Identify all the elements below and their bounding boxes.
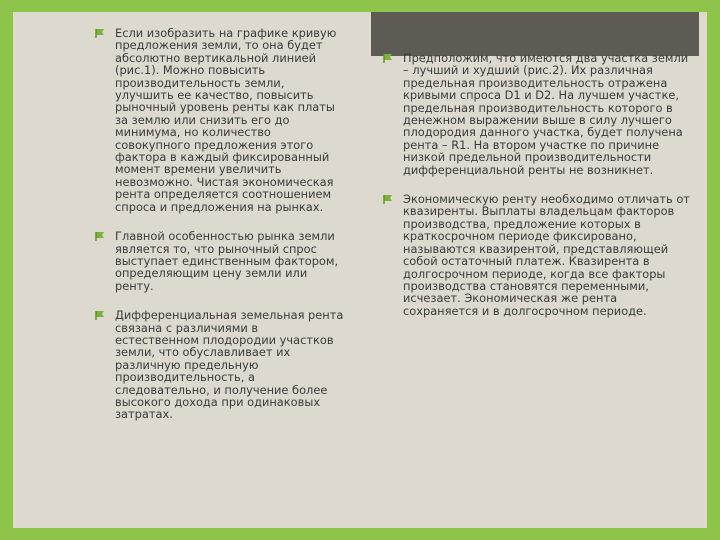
right-column — [383, 52, 693, 334]
bullet-text: Если изобразить на графике кривую предложения земли, то она будет абсолютно вертикальной линией (рис.1). Можно повысить производительность земли, улучшить ее качество, повысить рыночный уровень ренты как платы за землю или снизить его до минимума, но количество совокупного предложения этого фактора в каждый фиксированный момент времени увеличить невозможно. Чистая экономическая рента определяется соотношением спроса и предложения на рынках. — [115, 26, 337, 214]
header-bar — [371, 12, 699, 56]
bullet-text: Экономическую ренту необходимо отличать от квазиренты. Выплаты владельцам факторов производства, предложение которых в краткосрочном периоде фиксировано, называются квазирентой, представляющей собой остаточный платеж. Квазирента в долгосрочном периоде, когда все факторы производства становятся переменными, исчезает. Экономическая же рента сохраняется и в долгосрочном периоде. — [403, 192, 690, 318]
bullet-item — [383, 193, 693, 317]
bullet-item — [383, 52, 693, 176]
bullet-text: Главной особенностью рынка земли является то, что рыночный спрос выступает единственным фактором, определяющим цену земли или ренту. — [115, 229, 339, 293]
bullet-text: Предположим, что имеются два участка земли – лучший и худший (рис.2). Их различная предельная производительность отражена кривыми спроса D1 и D2. На лучшем участке, предельная производительность которого в денежном выражении выше в силу лучшего плодородия данного участка, будет получена рента – R1. На втором участке по причине низкой предельной производительности дифференциальной ренты не возникнет. — [403, 51, 689, 177]
bullet-text: Дифференциальная земельная рента связана с различиями в естественном плодородии участков земли, что обуславливает их различную предельную производительность, а следовательно, и получение более высокого дохода при одинаковых затратах. — [115, 308, 344, 422]
flag-bullet-icon — [95, 310, 105, 320]
flag-bullet-icon — [95, 28, 105, 38]
flag-bullet-icon — [383, 194, 393, 204]
bullet-item — [95, 230, 345, 292]
flag-bullet-icon — [383, 53, 393, 63]
flag-bullet-icon — [95, 231, 105, 241]
slide — [13, 12, 707, 528]
left-column — [95, 27, 345, 438]
bullet-item — [95, 27, 345, 213]
bullet-item — [95, 309, 345, 421]
